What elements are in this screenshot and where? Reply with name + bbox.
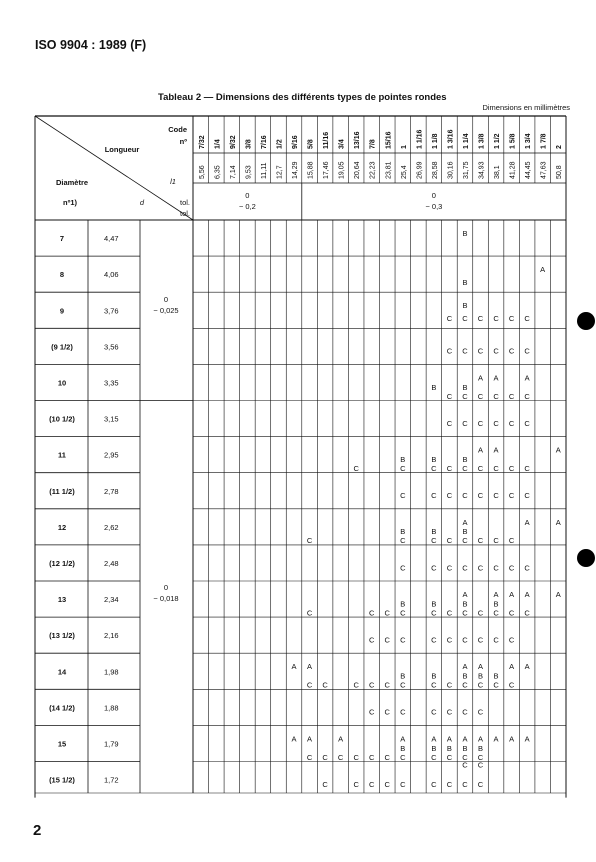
type-mark: B <box>493 671 499 681</box>
longueur-label: Longueur <box>104 145 140 154</box>
type-mark: A <box>462 662 468 672</box>
length-tol-upper: 0 <box>431 191 436 200</box>
code-6: 9/16 <box>292 135 300 149</box>
code-0: 7/32 <box>198 135 206 149</box>
row-diameter: 1,98 <box>104 667 119 677</box>
type-mark: A <box>524 517 530 527</box>
row-no: 10 <box>57 378 67 388</box>
type-mark: C <box>508 563 515 573</box>
type-mark: A <box>524 589 530 599</box>
type-mark: C <box>369 779 375 789</box>
type-mark: C <box>493 464 499 474</box>
type-mark: C <box>431 779 437 789</box>
type-mark: C <box>446 418 453 428</box>
type-mark: A <box>555 445 561 455</box>
type-mark: C <box>508 418 515 428</box>
length-21: 44,45 <box>525 161 533 179</box>
type-mark: C <box>322 752 328 762</box>
length-5: 12,7 <box>276 165 284 179</box>
diam-tol-upper: 0 <box>163 295 169 304</box>
type-mark: C <box>524 563 530 573</box>
type-mark: C <box>508 464 515 474</box>
type-mark: C <box>446 563 453 573</box>
type-mark: C <box>477 563 484 573</box>
type-mark: A <box>524 662 530 672</box>
length-tol-lower: − 0,2 <box>238 202 256 211</box>
type-mark: C <box>322 779 328 789</box>
type-mark: B <box>431 382 437 392</box>
type-mark: C <box>462 608 468 618</box>
type-mark: C <box>431 635 437 645</box>
code-22: 1 7/8 <box>540 133 548 149</box>
code-20: 1 5/8 <box>509 133 517 149</box>
type-mark: C <box>337 752 344 762</box>
type-mark: A <box>493 734 499 744</box>
type-mark: A <box>462 517 468 527</box>
type-mark: C <box>384 680 390 690</box>
type-mark: C <box>369 680 375 690</box>
no-footnote-label: nº1) <box>63 198 77 207</box>
length-19: 38,1 <box>494 165 502 179</box>
type-mark: C <box>524 608 530 618</box>
type-mark: C <box>462 635 468 645</box>
type-mark: A <box>462 734 468 744</box>
type-mark: C <box>369 635 375 645</box>
code-13: 1 <box>400 145 408 149</box>
type-mark: C <box>400 680 406 690</box>
type-mark: C <box>462 464 468 474</box>
diam-tol-upper: 0 <box>163 583 169 592</box>
row-no: 7 <box>59 234 65 244</box>
type-mark: A <box>478 662 484 672</box>
type-mark: C <box>477 779 484 789</box>
type-mark: A <box>478 373 484 383</box>
row-no: (13 1/2) <box>49 631 75 641</box>
margin-punch-hole <box>577 312 595 330</box>
length-1: 6,35 <box>214 165 222 179</box>
type-mark: B <box>462 228 468 238</box>
code-8: 11/16 <box>323 131 331 149</box>
code-21: 1 3/4 <box>525 133 533 149</box>
type-mark: B <box>462 301 468 311</box>
code-18: 1 3/8 <box>478 133 486 149</box>
type-mark: C <box>477 707 484 717</box>
type-mark: C <box>446 536 453 546</box>
type-mark: C <box>508 346 515 356</box>
length-tol-label: tol. <box>179 198 190 207</box>
row-no: (10 1/2) <box>49 414 75 424</box>
type-mark: C <box>493 491 499 501</box>
row-diameter: 2,78 <box>104 486 119 496</box>
row-no: 8 <box>59 270 65 280</box>
length-0: 5,56 <box>198 165 206 179</box>
length-tol-upper: 0 <box>245 191 250 200</box>
type-mark: C <box>477 608 484 618</box>
type-mark: C <box>477 491 484 501</box>
code-10: 13/16 <box>354 131 362 149</box>
type-mark: C <box>446 779 453 789</box>
type-mark: A <box>509 734 515 744</box>
type-mark: B <box>462 454 468 464</box>
type-mark: B <box>462 527 468 537</box>
type-mark: C <box>431 707 437 717</box>
type-mark: C <box>493 418 499 428</box>
type-mark: C <box>493 314 499 324</box>
length-22: 47,63 <box>540 161 548 179</box>
type-mark: C <box>493 536 499 546</box>
type-mark: B <box>493 599 499 609</box>
type-mark: C <box>306 608 313 618</box>
row-diameter: 1,72 <box>104 775 119 785</box>
length-3: 9,53 <box>245 165 253 179</box>
code-label: Code <box>168 125 187 134</box>
type-mark: C <box>493 608 499 618</box>
type-mark: C <box>477 464 484 474</box>
code-19: 1 1/2 <box>494 133 502 149</box>
type-mark: C <box>462 707 468 717</box>
type-mark: C <box>446 346 453 356</box>
type-mark: C <box>508 314 515 324</box>
type-mark: C <box>400 563 406 573</box>
type-mark: C <box>353 464 359 474</box>
no-label: nº <box>179 137 187 146</box>
type-mark: C <box>477 752 484 762</box>
type-mark: C <box>462 680 468 690</box>
code-9: 3/4 <box>338 139 346 149</box>
type-mark: C <box>400 608 406 618</box>
type-mark: C <box>384 752 390 762</box>
row-diameter: 3,15 <box>104 414 119 424</box>
type-mark: C <box>477 760 484 770</box>
type-mark: C <box>477 536 484 546</box>
type-mark: C <box>477 391 484 401</box>
type-mark: C <box>508 608 515 618</box>
type-mark: C <box>384 779 390 789</box>
type-mark: B <box>400 527 406 537</box>
type-mark: B <box>431 454 437 464</box>
type-mark: A <box>307 734 313 744</box>
row-diameter: 4,47 <box>104 234 119 244</box>
type-mark: A <box>400 734 406 744</box>
type-mark: C <box>306 536 313 546</box>
length-20: 41,28 <box>509 161 517 179</box>
type-mark: C <box>446 680 453 690</box>
type-mark: B <box>431 671 437 681</box>
row-diameter: 1,88 <box>104 703 119 713</box>
type-mark: A <box>509 589 515 599</box>
type-mark: C <box>446 608 453 618</box>
type-mark: C <box>400 491 406 501</box>
row-no: 12 <box>57 522 67 532</box>
row-no: 15 <box>57 739 67 749</box>
type-mark: C <box>462 491 468 501</box>
diametre-label: Diamètre <box>55 178 89 187</box>
length-2: 7,14 <box>229 165 237 179</box>
row-diameter: 4,06 <box>104 270 119 280</box>
type-mark: C <box>400 464 406 474</box>
code-16: 1 3/16 <box>447 129 455 149</box>
type-mark: C <box>524 391 530 401</box>
type-mark: C <box>446 314 453 324</box>
type-mark: C <box>477 346 484 356</box>
type-mark: C <box>462 760 468 770</box>
row-no: 11 <box>58 450 66 460</box>
type-mark: B <box>478 671 484 681</box>
row-no: (15 1/2) <box>49 775 75 785</box>
length-4: 11,11 <box>260 162 268 179</box>
type-mark: C <box>508 391 515 401</box>
type-mark: B <box>400 454 406 464</box>
row-no: 13 <box>57 595 67 605</box>
type-mark: C <box>477 635 484 645</box>
row-diameter: 3,76 <box>104 306 119 316</box>
type-mark: C <box>446 391 453 401</box>
type-mark: C <box>400 536 406 546</box>
type-mark: A <box>446 734 452 744</box>
length-10: 20,64 <box>354 161 362 179</box>
type-mark: A <box>509 662 515 672</box>
row-no: (11 1/2) <box>49 486 75 496</box>
type-mark: C <box>369 608 375 618</box>
type-mark: A <box>478 445 484 455</box>
type-mark: C <box>400 635 406 645</box>
margin-punch-hole <box>577 549 595 567</box>
type-mark: C <box>353 680 359 690</box>
length-23: 50,8 <box>556 165 564 179</box>
type-mark: B <box>478 743 484 753</box>
type-mark: C <box>462 563 468 573</box>
type-mark: C <box>353 752 359 762</box>
length-tol-lower: − 0,3 <box>425 202 443 211</box>
type-mark: A <box>431 734 437 744</box>
length-9: 19,05 <box>338 161 346 179</box>
diam-tol-label: tol. <box>179 209 190 218</box>
code-23: 2 <box>556 145 564 149</box>
type-mark: A <box>524 734 530 744</box>
type-mark: C <box>431 608 437 618</box>
type-mark: B <box>400 743 406 753</box>
type-mark: C <box>524 491 530 501</box>
diam-tol-lower: − 0,025 <box>153 306 179 315</box>
type-mark: C <box>493 346 499 356</box>
type-mark: B <box>400 671 406 681</box>
type-mark: C <box>508 680 515 690</box>
code-4: 7/16 <box>260 135 268 149</box>
row-diameter: 2,62 <box>104 522 119 532</box>
row-diameter: 2,95 <box>104 450 119 460</box>
type-mark: B <box>446 743 452 753</box>
type-mark: C <box>322 680 328 690</box>
type-mark: C <box>400 752 406 762</box>
type-mark: C <box>431 464 437 474</box>
row-diameter: 2,34 <box>104 595 119 605</box>
type-mark: B <box>431 599 437 609</box>
type-mark: C <box>524 464 530 474</box>
type-mark: C <box>493 635 499 645</box>
type-mark: C <box>384 608 390 618</box>
units-note: Dimensions en millimètres <box>482 103 570 112</box>
length-13: 25,4 <box>400 165 408 179</box>
type-mark: C <box>446 491 453 501</box>
type-mark: C <box>524 418 530 428</box>
type-mark: C <box>508 635 515 645</box>
type-mark: B <box>462 671 468 681</box>
type-mark: C <box>400 707 406 717</box>
code-3: 3/8 <box>245 139 253 149</box>
type-mark: A <box>307 662 313 672</box>
type-mark: A <box>540 265 546 275</box>
l1-label: l1 <box>170 177 176 186</box>
type-mark: C <box>477 314 484 324</box>
row-diameter: 2,16 <box>104 631 119 641</box>
d-label: d <box>139 198 145 207</box>
type-mark: B <box>462 382 468 392</box>
type-mark: C <box>524 314 530 324</box>
code-15: 1 1/8 <box>431 133 439 149</box>
row-no: (9 1/2) <box>51 342 73 352</box>
type-mark: C <box>508 491 515 501</box>
type-mark: A <box>493 373 499 383</box>
code-12: 15/16 <box>385 131 393 149</box>
length-16: 30,16 <box>447 161 455 179</box>
page-number: 2 <box>33 822 42 839</box>
type-mark: C <box>462 391 468 401</box>
type-mark: A <box>493 445 499 455</box>
type-mark: C <box>462 314 468 324</box>
type-mark: C <box>446 464 453 474</box>
type-mark: C <box>462 752 468 762</box>
row-no: 9 <box>59 306 65 316</box>
document-header: ISO 9904 : 1989 (F) <box>35 38 147 52</box>
table-caption: Tableau 2 — Dimensions des différents types de pointes rondes <box>158 92 447 103</box>
row-no: 14 <box>57 667 67 677</box>
length-11: 22,23 <box>369 161 377 179</box>
row-no: (12 1/2) <box>49 558 75 568</box>
row-diameter: 1,79 <box>104 739 119 749</box>
type-mark: A <box>338 734 344 744</box>
row-no: (14 1/2) <box>49 703 75 713</box>
type-mark: C <box>462 536 468 546</box>
row-diameter: 3,35 <box>104 378 119 388</box>
length-14: 26,99 <box>416 161 424 179</box>
row-diameter: 3,56 <box>104 342 119 352</box>
type-mark: B <box>431 527 437 537</box>
type-mark: C <box>400 779 406 789</box>
code-14: 1 1/16 <box>416 129 424 149</box>
type-mark: C <box>446 752 453 762</box>
type-mark: C <box>493 391 499 401</box>
type-mark: C <box>446 635 453 645</box>
type-mark: B <box>431 743 437 753</box>
length-15: 28,58 <box>431 161 439 179</box>
code-7: 5/8 <box>307 139 315 149</box>
type-mark: C <box>384 707 390 717</box>
type-mark: A <box>493 589 499 599</box>
type-mark: C <box>431 536 437 546</box>
type-mark: A <box>524 373 530 383</box>
code-5: 1/2 <box>276 139 284 149</box>
type-mark: C <box>306 752 313 762</box>
length-17: 31,75 <box>462 161 470 179</box>
type-mark: B <box>462 743 468 753</box>
length-8: 17,46 <box>323 161 331 179</box>
type-mark: C <box>462 779 468 789</box>
length-7: 15,88 <box>307 161 315 179</box>
type-mark: A <box>478 734 484 744</box>
type-mark: B <box>400 599 406 609</box>
code-1: 1/4 <box>214 139 222 149</box>
type-mark: C <box>353 779 359 789</box>
type-mark: C <box>508 536 515 546</box>
type-mark: C <box>477 418 484 428</box>
type-mark: A <box>462 589 468 599</box>
type-mark: C <box>431 680 437 690</box>
type-mark: C <box>384 635 390 645</box>
length-6: 14,29 <box>292 161 300 179</box>
type-mark: C <box>493 563 499 573</box>
type-mark: A <box>555 589 561 599</box>
type-mark: C <box>462 346 468 356</box>
type-mark: A <box>555 517 561 527</box>
diam-tol-lower: − 0,018 <box>153 594 179 603</box>
type-mark: C <box>369 752 375 762</box>
length-12: 23,81 <box>385 161 393 179</box>
type-mark: C <box>524 346 530 356</box>
type-mark: C <box>446 707 453 717</box>
type-mark: C <box>306 680 313 690</box>
type-mark: C <box>477 680 484 690</box>
type-mark: A <box>291 662 297 672</box>
type-mark: C <box>431 491 437 501</box>
code-2: 9/32 <box>229 135 237 149</box>
type-mark: C <box>369 707 375 717</box>
code-17: 1 1/4 <box>462 133 470 149</box>
type-mark: C <box>462 418 468 428</box>
type-mark: C <box>493 680 499 690</box>
type-mark: C <box>431 752 437 762</box>
type-mark: C <box>431 563 437 573</box>
code-11: 7/8 <box>369 139 377 149</box>
type-mark: B <box>462 278 468 288</box>
length-18: 34,93 <box>478 161 486 179</box>
type-mark: A <box>291 734 297 744</box>
row-diameter: 2,48 <box>104 558 119 568</box>
type-mark: B <box>462 599 468 609</box>
